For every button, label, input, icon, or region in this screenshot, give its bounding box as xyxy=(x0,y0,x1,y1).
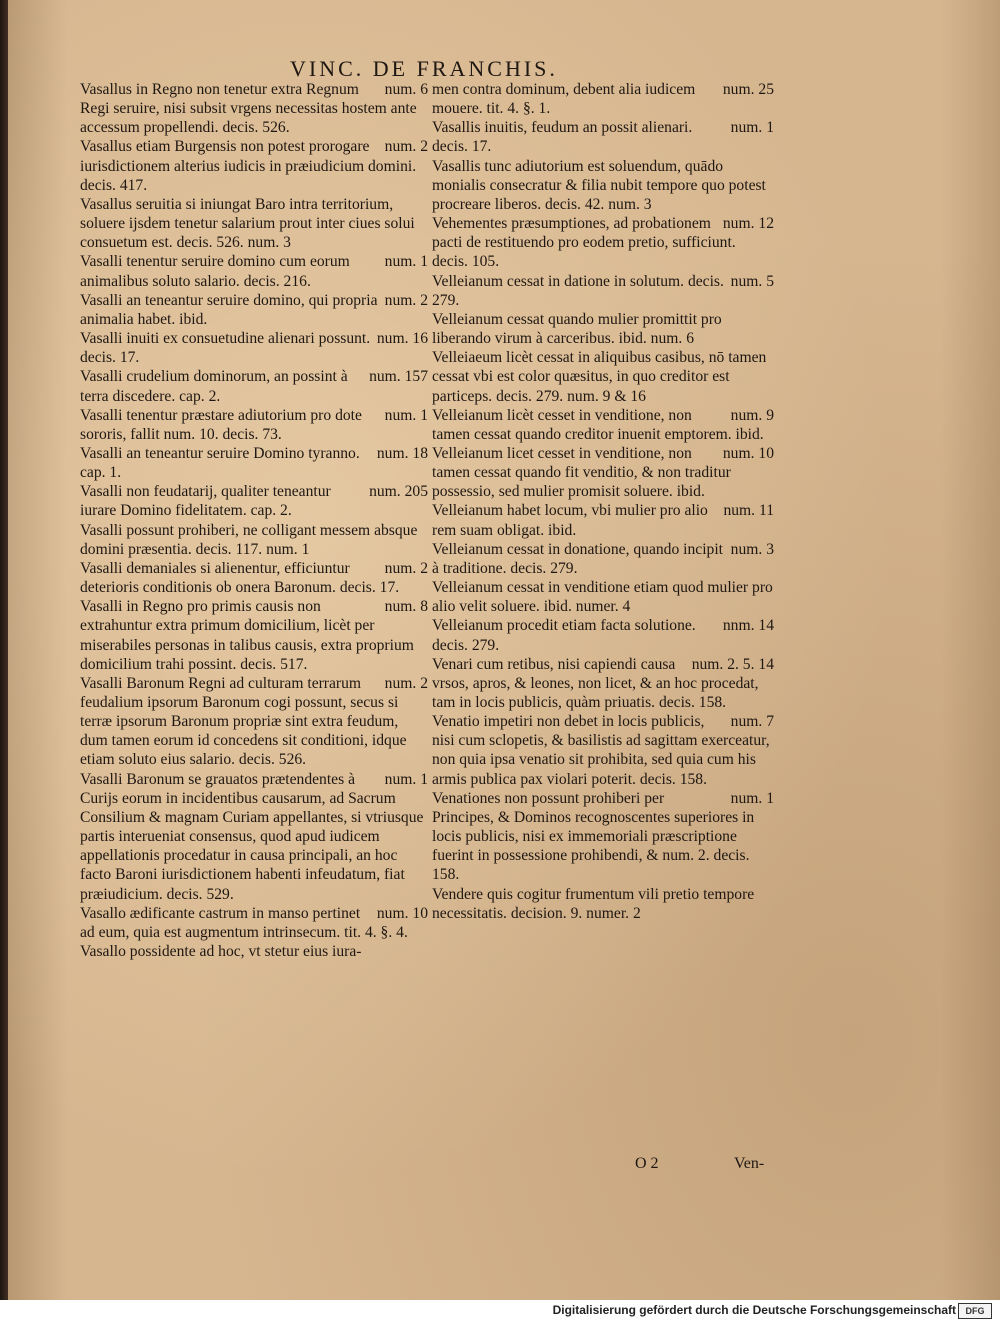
entry-text: Vasalli an teneantur seruire Domino tyranno. cap. 1. xyxy=(80,444,360,482)
entry-reference-number: num. 5 xyxy=(730,272,774,290)
index-entry xyxy=(80,942,428,961)
entry-reference-number: num. 10 xyxy=(722,444,774,462)
catchword: Ven- xyxy=(734,1155,765,1172)
entry-reference-number: nnm. 14 xyxy=(722,617,774,635)
entry-reference-number: num. 12 xyxy=(722,215,774,233)
entry-text: Vasallus etiam Burgensis non potest prorogare iurisdictionem alterius iudicis in præiudicium domini. decis. 417. xyxy=(80,138,417,194)
entry-text: Velleianum cessat in donatione, quando incipit à traditione. decis. 279. xyxy=(432,540,724,577)
entry-text: Velleianum habet locum, vbi mulier pro alio rem suam obligat. ibid. xyxy=(432,502,708,539)
entry-reference-number: num. 2 xyxy=(384,674,428,692)
index-entry xyxy=(80,674,428,770)
entry-reference-number: num. 9 xyxy=(730,406,774,424)
entry-text: Vasalli crudelium dominorum, an possint à terra discedere. cap. 2. xyxy=(80,368,348,405)
entry-reference-number: num. 16 xyxy=(376,330,428,348)
entry-reference-number: num. 1 xyxy=(730,789,774,807)
index-entry xyxy=(432,616,774,654)
entry-text: Venatio impetiri non debet in locis publicis, nisi cum sclopetis, & basilistis ad sagittam exerceatur, non quia ipsa venatio sit prohibita, sed quia cum his armis publica pax violari poterit. decis. 158. xyxy=(432,713,770,788)
index-entry xyxy=(432,444,774,501)
index-entry xyxy=(432,406,774,444)
entry-text: Velleianum cessat quando mulier promittit pro liberando virum à carceribus. ibid. num. 6 xyxy=(432,310,722,348)
entry-text: Vasallus in Regno non tenetur extra Regnum Regi seruire, nisi subsit vrgens necessitas hostem ante accessum propellendi. decis. 526. xyxy=(80,81,417,137)
running-head: VINC. DE FRANCHIS. xyxy=(290,56,558,81)
entry-text: Vasalli tenentur præstare adiutorium pro dote sororis, fallit num. 10. decis. 73. xyxy=(80,406,362,443)
entry-reference-number: num. 2 xyxy=(384,291,428,309)
index-entry xyxy=(432,348,774,405)
index-entry xyxy=(432,540,774,578)
index-entry xyxy=(80,137,428,194)
index-entry xyxy=(432,578,774,616)
index-entry xyxy=(80,770,428,904)
entry-text: Vasalli demaniales si alienentur, efficiuntur deterioris conditionis ob onera Baronum. decis. 17. xyxy=(80,559,400,597)
index-entry xyxy=(432,118,774,156)
entry-reference-number: num. 2. 5. 14 xyxy=(691,655,774,673)
index-column-right xyxy=(432,80,774,923)
entry-text: Vasalli Baronum Regni ad culturam terrarum feudalium ipsorum Baronum cogi possunt, secus si terræ ipsorum Baronum propriæ sint extra feudum, dum tamen eorum id concedens sit conditioni, idque etiam soluto eius salario. decis. 526. xyxy=(80,674,407,769)
entry-text: Velleianum cessat in venditione etiam quod mulier pro alio velit soluere. ibid. numer. 4 xyxy=(432,579,773,616)
index-entry xyxy=(432,310,774,348)
index-entry xyxy=(432,655,774,712)
index-entry xyxy=(432,501,774,539)
index-entry xyxy=(432,272,774,310)
digitization-footer xyxy=(0,1300,1000,1321)
index-entry xyxy=(432,80,774,118)
index-entry xyxy=(80,482,428,520)
entry-text: Vasallis tunc adiutorium est soluendum, quādo monialis consecratur & filia nubit tempore quo potest procreare liberos. decis. 42. num. 3 xyxy=(432,157,766,213)
index-entry xyxy=(80,195,428,252)
index-entry xyxy=(80,367,428,405)
index-entry xyxy=(432,712,774,789)
index-entry xyxy=(80,80,428,137)
entry-text: Vasalli possunt prohiberi, ne colligant messem absque domini præsentia. decis. 117. num. 1 xyxy=(80,521,418,558)
entry-reference-number: num. 1 xyxy=(384,770,428,788)
entry-text: Vasallus seruitia si iniungat Baro intra territorium, soluere ijsdem tenetur salarium prout inter ciues solui consuetum est. decis. 526. num. 3 xyxy=(80,195,415,252)
entry-text: Vasalli Baronum se grauatos prætendentes à Curijs eorum in incidentibus causarum, ad Sacrum Consilium & magnam Curiam appellantes, si vtriusque partis interueniat consensus, quod apud iudicem appellationis procedatur in causa principali, an hoc facto Baroni iurisdictionem habenti infeudatum, fiat præiudicium. decis. 529. xyxy=(80,770,424,903)
entry-text: Venationes non possunt prohiberi per Principes, & Dominos recognoscentes superiores in locis publicis, nisi ex immemoriali præscriptione fuerint in possessione prohibendi, & num. 2. decis. 158. xyxy=(432,789,755,884)
entry-text: Velleianum licèt cesset in venditione, non tamen cessat quando creditor inuenit emptorem. ibid. xyxy=(432,406,764,443)
entry-reference-number: num. 8 xyxy=(384,598,428,616)
entry-reference-number: num. 25 xyxy=(722,81,774,98)
entry-reference-number: num. 7 xyxy=(730,713,774,731)
entry-text: Vehementes præsumptiones, ad probationem pacti de restituendo pro eodem pretio, sufficiunt. decis. 105. xyxy=(432,215,736,271)
entry-text: Vasalli tenentur seruire domino cum eorum animalibus soluto salario. decis. 216. xyxy=(80,253,350,290)
index-entry xyxy=(80,904,428,942)
entry-text: Venari cum retibus, nisi capiendi causa vrsos, apros, & leones, non licet, & an hoc procedat, tam in locis publicis, quàm priuatis. decis. 158. xyxy=(432,655,759,711)
footer-credit: Digitalisierung gefördert durch die Deutsche Forschungsgemeinschaft xyxy=(552,1303,956,1317)
entry-text: Vendere quis cogitur frumentum vili pretio tempore necessitatis. decision. 9. numer. 2 xyxy=(432,885,755,922)
entry-reference-number: num. 3 xyxy=(730,540,774,558)
entry-text: Vasallo ædificante castrum in manso pertinet ad eum, quia est augmentum intrinsecum. tit. 4. §. 4. xyxy=(80,904,408,941)
signature-mark: O 2 xyxy=(635,1155,659,1172)
entry-text: Velleianum licet cesset in venditione, non tamen cessat quando fit venditio, & non traditur possessio, sed mulier promisit soluere. ibid. xyxy=(432,444,731,501)
index-entry xyxy=(432,157,774,214)
entry-reference-number: num. 11 xyxy=(723,502,774,520)
entry-text: Vasalli in Regno pro primis causis non extrahuntur extra primum domicilium, licèt per miserabiles personas in talibus causis, extra proprium domicilium trahi possint. decis. 517. xyxy=(80,598,414,673)
entry-reference-number: num. 18 xyxy=(376,444,428,462)
entry-text: Vasalli inuiti ex consuetudine alienari possunt. decis. 17. xyxy=(80,330,371,367)
entry-text: Vasalli non feudatarij, qualiter teneantur iurare Domino fidelitatem. cap. 2. xyxy=(80,483,331,520)
dfg-logo-icon: DFG xyxy=(958,1303,992,1319)
index-entry xyxy=(80,252,428,290)
entry-text: Velleiaeum licèt cessat in aliquibus casibus, nō tamen cessat vbi est color quæsitus, in quo creditor est particeps. decis. 279. num. 9 & 16 xyxy=(432,349,767,405)
index-entry xyxy=(80,521,428,559)
index-entry xyxy=(80,559,428,597)
book-page xyxy=(8,0,1000,1300)
entry-reference-number: num. 2 xyxy=(384,559,428,577)
index-entry xyxy=(432,214,774,271)
index-entry xyxy=(80,329,428,367)
entry-text: Velleianum cessat in datione in solutum. decis. 279. xyxy=(432,272,724,309)
index-entry xyxy=(80,444,428,482)
index-column-left xyxy=(80,80,428,961)
entry-text: Vasallo possidente ad hoc, vt stetur eius iura- xyxy=(80,943,362,961)
entry-text: Vasallis inuitis, feudum an possit alienari. decis. 17. xyxy=(432,119,693,156)
entry-reference-number: num. 1 xyxy=(384,406,428,424)
entry-reference-number: num. 6 xyxy=(384,81,428,98)
entry-reference-number: num. 205 xyxy=(369,483,428,501)
index-entry xyxy=(432,885,774,923)
entry-text: men contra dominum, debent alia iudicem mouere. tit. 4. §. 1. xyxy=(432,81,696,118)
entry-reference-number: num. 2 xyxy=(384,138,428,156)
entry-reference-number: num. 10 xyxy=(376,904,428,922)
index-entry xyxy=(80,291,428,329)
entry-reference-number: num. 1 xyxy=(384,253,428,271)
index-entry xyxy=(80,406,428,444)
entry-reference-number: num. 1 xyxy=(730,119,774,137)
entry-text: Vasalli an teneantur seruire domino, qui propria animalia habet. ibid. xyxy=(80,291,378,328)
entry-text: Velleianum procedit etiam facta solutione. decis. 279. xyxy=(432,617,696,654)
entry-reference-number: num. 157 xyxy=(369,368,428,386)
index-entry xyxy=(432,789,774,885)
index-entry xyxy=(80,597,428,674)
